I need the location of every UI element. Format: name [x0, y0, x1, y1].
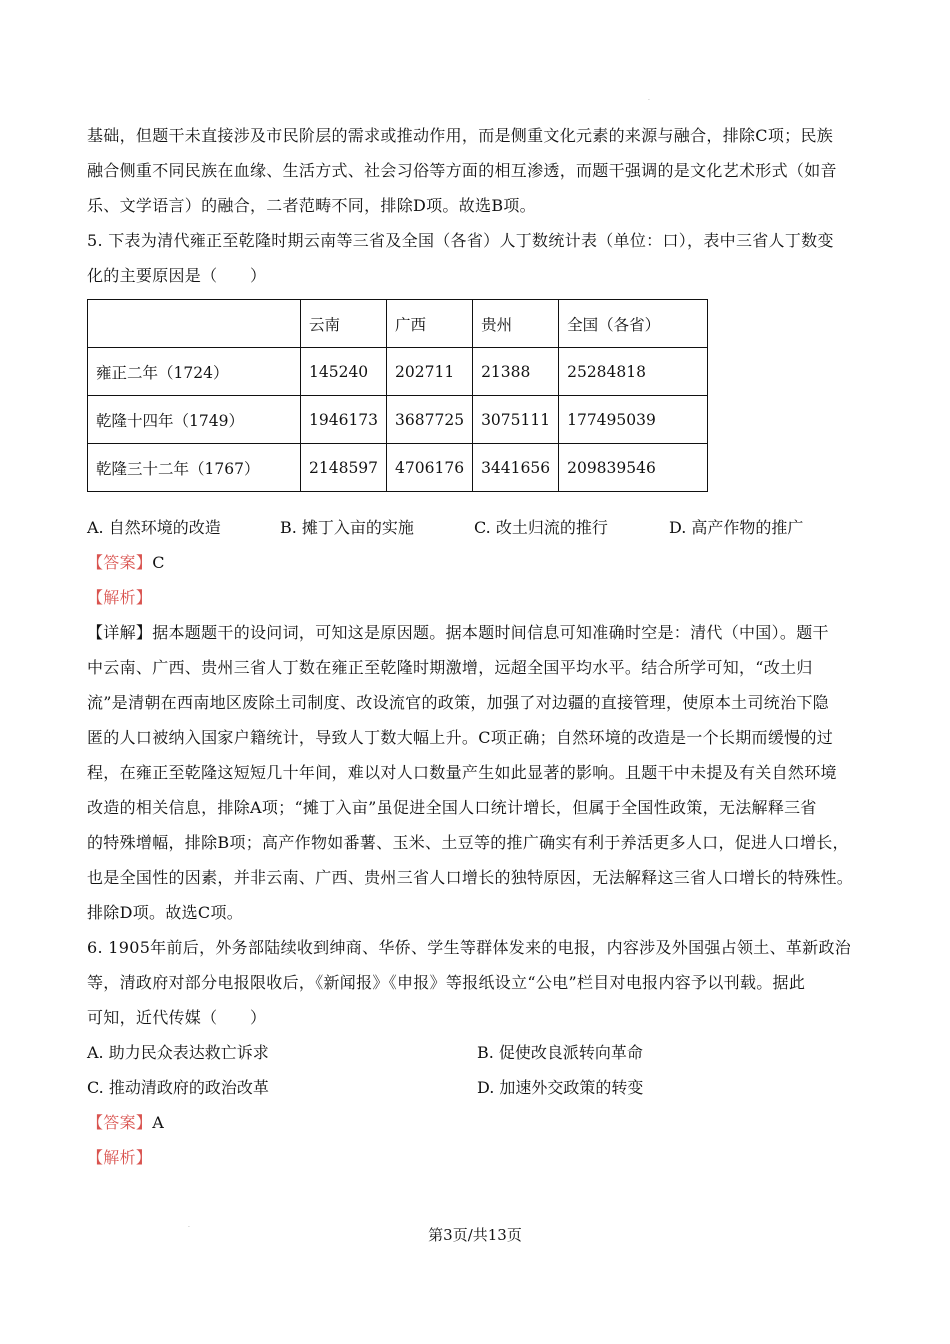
option-c: C. 改土归流的推行	[474, 518, 608, 537]
table-header-cell: 广西	[387, 300, 473, 348]
text-line: 乐、文学语言）的融合，二者范畴不同，排除D项。故选B项。	[87, 196, 536, 215]
table-cell: 3441656	[473, 444, 559, 492]
text-line: 基础，但题干未直接涉及市民阶层的需求或推动作用，而是侧重文化元素的来源与融合，排除C项；民族	[87, 126, 834, 145]
detail-line: 【详解】据本题题干的设问词，可知这是原因题。据本题时间信息可知准确时空是：清代（中国）。题干	[87, 623, 829, 642]
text-line: 融合侧重不同民族在血缘、生活方式、社会习俗等方面的相互渗透，而题干强调的是文化艺术形式（如音	[87, 161, 837, 180]
table-cell: 202711	[387, 348, 473, 396]
table-cell: 25284818	[559, 348, 708, 396]
table-header-cell: 贵州	[473, 300, 559, 348]
question-6-stem: 等，清政府对部分电报限收后，《新闻报》《申报》等报纸设立“公电”栏目对电报内容予以刊载。据此	[87, 973, 806, 992]
table-cell: 209839546	[559, 444, 708, 492]
option-d: D. 高产作物的推广	[669, 518, 804, 537]
table-cell: 乾隆十四年（1749）	[88, 396, 301, 444]
question-6-stem: 6. 1905年前后，外务部陆续收到绅商、华侨、学生等群体发来的电报，内容涉及外国强占领土、革新政治	[87, 938, 852, 957]
table-cell: 雍正二年（1724）	[88, 348, 301, 396]
detail-line: 流”是清朝在西南地区废除土司制度、改设流官的政策，加强了对边疆的直接管理，使原本土司统治下隐	[87, 693, 829, 712]
answer-value: A	[152, 1113, 165, 1132]
answer-value: C	[152, 553, 165, 572]
table-header-cell: 云南	[301, 300, 387, 348]
table-cell: 177495039	[559, 396, 708, 444]
detail-line: 也是全国性的因素，并非云南、广西、贵州三省人口增长的独特原因，无法解释这三省人口增长的特殊性。	[87, 868, 854, 887]
question-6-options-row	[87, 1070, 867, 1105]
table-row	[88, 348, 708, 396]
option-c: C. 推动清政府的政治改革	[87, 1078, 269, 1097]
table-row	[88, 444, 708, 492]
option-b: B. 摊丁入亩的实施	[280, 518, 414, 537]
question-5-options	[87, 510, 867, 545]
detail-line: 程，在雍正至乾隆这短短几十年间，难以对人口数量产生如此显著的影响。且题干中未提及有关自然环境	[87, 763, 837, 782]
table-header-cell	[88, 300, 301, 348]
detail-line: 中云南、广西、贵州三省人丁数在雍正至乾隆时期激增，远超全国平均水平。结合所学可知，“改土归	[87, 658, 813, 677]
page-footer: 第3页/共13页	[428, 1226, 522, 1244]
table-header-cell: 全国（各省）	[559, 300, 708, 348]
table-cell: 3687725	[387, 396, 473, 444]
answer-label: 【答案】	[87, 1113, 153, 1132]
option-a: A. 自然环境的改造	[87, 518, 221, 537]
analysis-label: 【解析】	[87, 588, 153, 607]
table-row	[88, 396, 708, 444]
table-cell: 145240	[301, 348, 387, 396]
table-cell: 2148597	[301, 444, 387, 492]
table-cell: 3075111	[473, 396, 559, 444]
detail-line: 匿的人口被纳入国家户籍统计，导致人丁数大幅上升。C项正确；自然环境的改造是一个长期而缓慢的过	[87, 728, 834, 747]
table-cell: 乾隆三十二年（1767）	[88, 444, 301, 492]
question-5-stem: 化的主要原因是（ ）	[87, 266, 267, 285]
table-cell: 1946173	[301, 396, 387, 444]
table-cell: 4706176	[387, 444, 473, 492]
speck-mark: .	[188, 1222, 190, 1229]
detail-line: 的特殊增幅，排除B项；高产作物如番薯、玉米、土豆等的推广确实有利于养活更多人口，促进人口增长，	[87, 833, 849, 852]
answer-line	[87, 545, 867, 580]
question-6-options-row	[87, 1035, 867, 1070]
speck-mark: .	[648, 95, 650, 102]
page-content	[87, 118, 867, 1175]
table-header-row	[88, 300, 708, 348]
analysis-label: 【解析】	[87, 1148, 153, 1167]
detail-line: 改造的相关信息，排除A项；“摊丁入亩”虽促进全国人口统计增长，但属于全国性政策，无法解释三省	[87, 798, 817, 817]
detail-line: 排除D项。故选C项。	[87, 903, 244, 922]
question-5-stem: 5. 下表为清代雍正至乾隆时期云南等三省及全国（各省）人丁数统计表（单位：口），表中三省人丁数变	[87, 231, 834, 250]
option-b: B. 促使改良派转向革命	[477, 1043, 643, 1062]
option-d: D. 加速外交政策的转变	[477, 1078, 644, 1097]
population-table	[87, 299, 708, 492]
table-cell: 21388	[473, 348, 559, 396]
question-6-stem: 可知，近代传媒（ ）	[87, 1008, 267, 1027]
answer-label: 【答案】	[87, 553, 153, 572]
option-a: A. 助力民众表达救亡诉求	[87, 1043, 269, 1062]
answer-line	[87, 1105, 867, 1140]
